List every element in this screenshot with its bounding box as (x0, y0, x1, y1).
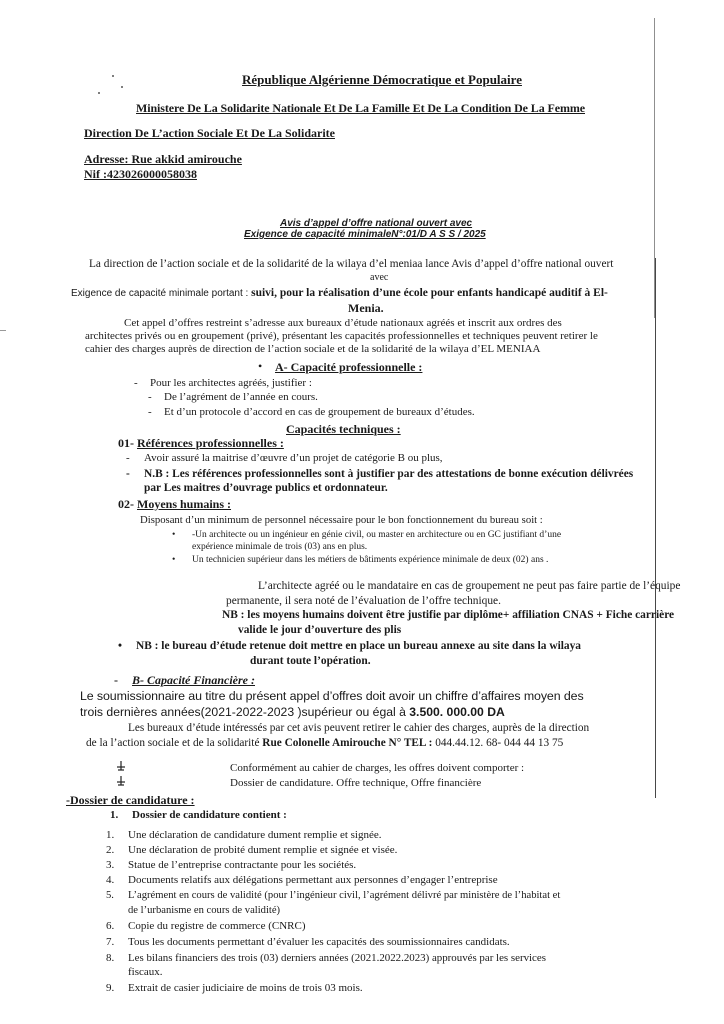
nb2-line1: NB : les moyens humains doivent être justifie par diplôme+ affiliation CNAS + Fiche carrière (222, 609, 675, 621)
scan-speck (98, 92, 100, 94)
section-b-line1: Le soumissionnaire au titre du présent appel d’offres doit avoir un chiffre d’affaires moyen des (80, 689, 584, 703)
intro-line1b: avec (370, 272, 389, 283)
intro-line2-end: Menia. (348, 301, 384, 315)
scan-speck (121, 86, 123, 88)
scan-margin-line (655, 258, 656, 798)
dossier-item-7: 7. Tous les documents permettant d’évaluer les capacités des soumissionnaires candidats. (106, 936, 510, 948)
nb1-dash: - (126, 468, 130, 480)
moyens-bullet: • (172, 555, 176, 565)
intro-p2-line3: cahier des charges auprès de direction de l’action sociale et de la solidarité de la wilaya d’EL MENIAA (85, 343, 541, 355)
intro-line2-prefix: Exigence de capacité minimale portant : (71, 288, 252, 299)
nb1-line2: par Les maitres d’ouvrage publics et ordonnateur. (144, 482, 388, 494)
retrait-phone: 044.44.12. 68- 044 44 13 75 (435, 737, 564, 749)
dossier-item-4: 4. Documents relatifs aux délégations permettant aux personnes d’engager l’entreprise (106, 874, 498, 886)
section-a-item-3: - Et d’un protocole d’accord en cas de groupement de bureaux d’études. (148, 406, 475, 418)
section-b-line2-prefix: trois dernières années(2021-2022-2023 )supérieur ou égal à (80, 705, 410, 719)
moyens-heading (118, 497, 231, 512)
section-b-line2 (80, 705, 505, 719)
moyens-bullet: • (172, 530, 176, 540)
section-a-dash: - (148, 391, 152, 403)
section-b-title: B- Capacité Financière : (132, 673, 255, 687)
dossier-item-5-cont: de l’urbanisme en cours de validité) (128, 905, 281, 916)
moyens-item-1: • -Un architecte ou un ingénieur en génie civil, ou master en architecture ou en GC justifiant d’une (172, 530, 562, 540)
dossier-item-8: 8. Les bilans financiers des trois (03) derniers années (2021.2022.2023) approuvés par les services (106, 952, 546, 964)
retrait-line2-prefix: de la l’action sociale et de la solidarité (86, 737, 263, 749)
nb3-line2: durant toute l’opération. (250, 655, 371, 667)
retrait-line2 (86, 737, 563, 749)
header-address: Adresse: Rue akkid amirouche (84, 152, 242, 166)
offers-line2: Dossier de candidature. Offre technique, Offre financière (230, 777, 482, 789)
section-b-heading (114, 673, 255, 688)
ref-title: Références professionnelles : (137, 436, 284, 450)
arch-line1: L’architecte agréé ou le mandataire en cas de groupement ne peut pas faire partie de l’équipe (258, 580, 681, 592)
dossier-title: -Dossier de candidature : (66, 793, 195, 807)
intro-line2-subject: suivi, pour la réalisation d’une école pour enfants handicapé auditif à El- (251, 287, 608, 299)
ref-item: - Avoir assuré la maitrise d’œuvre d’un projet de catégorie B ou plus, (126, 452, 443, 464)
scan-speck (112, 75, 114, 77)
intro-p2-line1: Cet appel d’offres restreint s’adresse aux bureaux d’étude nationaux agréés et inscrit aux ordres des (124, 317, 562, 329)
section-a-title: A- Capacité professionnelle : (275, 360, 423, 374)
nb1-line1: - N.B : Les références professionnelles sont à justifier par des attestations de bonne exécution délivrées (126, 468, 634, 480)
section-a-item-2: - De l’agrément de l’année en cours. (148, 391, 318, 403)
dossier-subheading (110, 809, 287, 821)
dossier-item-8-cont: fiscaux. (128, 966, 163, 978)
section-a-dash: - (148, 406, 152, 418)
nb3-line1: • NB : le bureau d’étude retenue doit mettre en place un bureau annexe au site dans la wilaya (118, 640, 581, 652)
notice-title-line1: Avis d’appel d’offre national ouvert avec (280, 218, 473, 229)
ref-item-dash: - (126, 452, 130, 464)
header-direction: Direction De L’action Sociale Et De La Solidarite (84, 126, 335, 140)
header-nif: Nif :423026000058038 (84, 167, 197, 181)
intro-line1: La direction de l’action sociale et de la solidarité de la wilaya d’el meniaa lance Avis d’appel d’offre national ouvert (89, 258, 614, 270)
moyens-item-1-cont: expérience minimale de trois (03) ans en plus. (192, 542, 368, 552)
capacites-title: Capacités techniques : (286, 422, 401, 436)
nb2-line2: valide le jour d’ouverture des plis (238, 624, 402, 636)
section-a-item-1: - Pour les architectes agréés, justifier : (134, 377, 312, 389)
dossier-sub-num: 1. (110, 809, 119, 821)
offers-line1: Conformément au cahier de charges, les offres doivent comporter : (230, 762, 525, 774)
moyens-item-2: • Un technicien supérieur dans les métiers de bâtiments expérience minimale de deux (02) ans . (172, 555, 549, 565)
retrait-line1: Les bureaux d’étude intéressés par cet avis peuvent retirer le cahier des charges, auprès de la direction (128, 722, 590, 734)
dossier-item-5: 5. L’agrément en cours de validité (pour l’ingénieur civil, l’agrément délivré par ministère de l’habitat et (106, 890, 561, 901)
dossier-item-1: 1. Une déclaration de candidature dument remplie et signée. (106, 829, 382, 841)
section-b-dash: - (114, 673, 118, 687)
dossier-item-6: 6. Copie du registre de commerce (CNRC) (106, 920, 306, 932)
section-b-amount: 3.500. 000.00 DA (409, 705, 505, 719)
ref-heading (118, 436, 284, 451)
section-a-bullet: • (258, 359, 263, 373)
notice-title-line2: Exigence de capacité minimaleN°:01/D A S S / 2025 (244, 229, 486, 240)
arrow-down-icon (116, 760, 126, 772)
retrait-address: Rue Colonelle Amirouche N° TEL : (262, 737, 436, 749)
header-republic: République Algérienne Démocratique et Populaire (242, 72, 522, 87)
dossier-sub-title: Dossier de candidature contient : (132, 809, 287, 821)
intro-line2 (71, 287, 608, 299)
moyens-title: Moyens humains : (137, 497, 232, 511)
section-a-dash: - (134, 377, 138, 389)
moyens-num: 02- (118, 497, 134, 511)
moyens-intro: Disposant d’un minimum de personnel nécessaire pour le bon fonctionnement du bureau soit : (140, 514, 543, 526)
dossier-item-3: 3. Statue de l’entreprise contractante pour les sociétés. (106, 859, 357, 871)
nb3-bullet: • (118, 640, 122, 652)
scan-left-edge (0, 330, 6, 331)
dossier-item-2: 2. Une déclaration de probité dument remplie et signée et visée. (106, 844, 398, 856)
ref-num: 01- (118, 436, 134, 450)
arrow-down-icon (116, 775, 126, 787)
intro-p2-line2: architectes privés ou en groupement (privé), présentant les capacités professionnelles et techniques peuvent retirer le (85, 330, 598, 342)
arch-line2: permanente, il sera noté de l’évaluation de l’offre technique. (226, 595, 501, 607)
header-ministry: Ministere De La Solidarite Nationale Et De La Famille Et De La Condition De La Femme (136, 101, 585, 115)
dossier-item-9: 9. Extrait de casier judiciaire de moins de trois 03 mois. (106, 982, 363, 994)
